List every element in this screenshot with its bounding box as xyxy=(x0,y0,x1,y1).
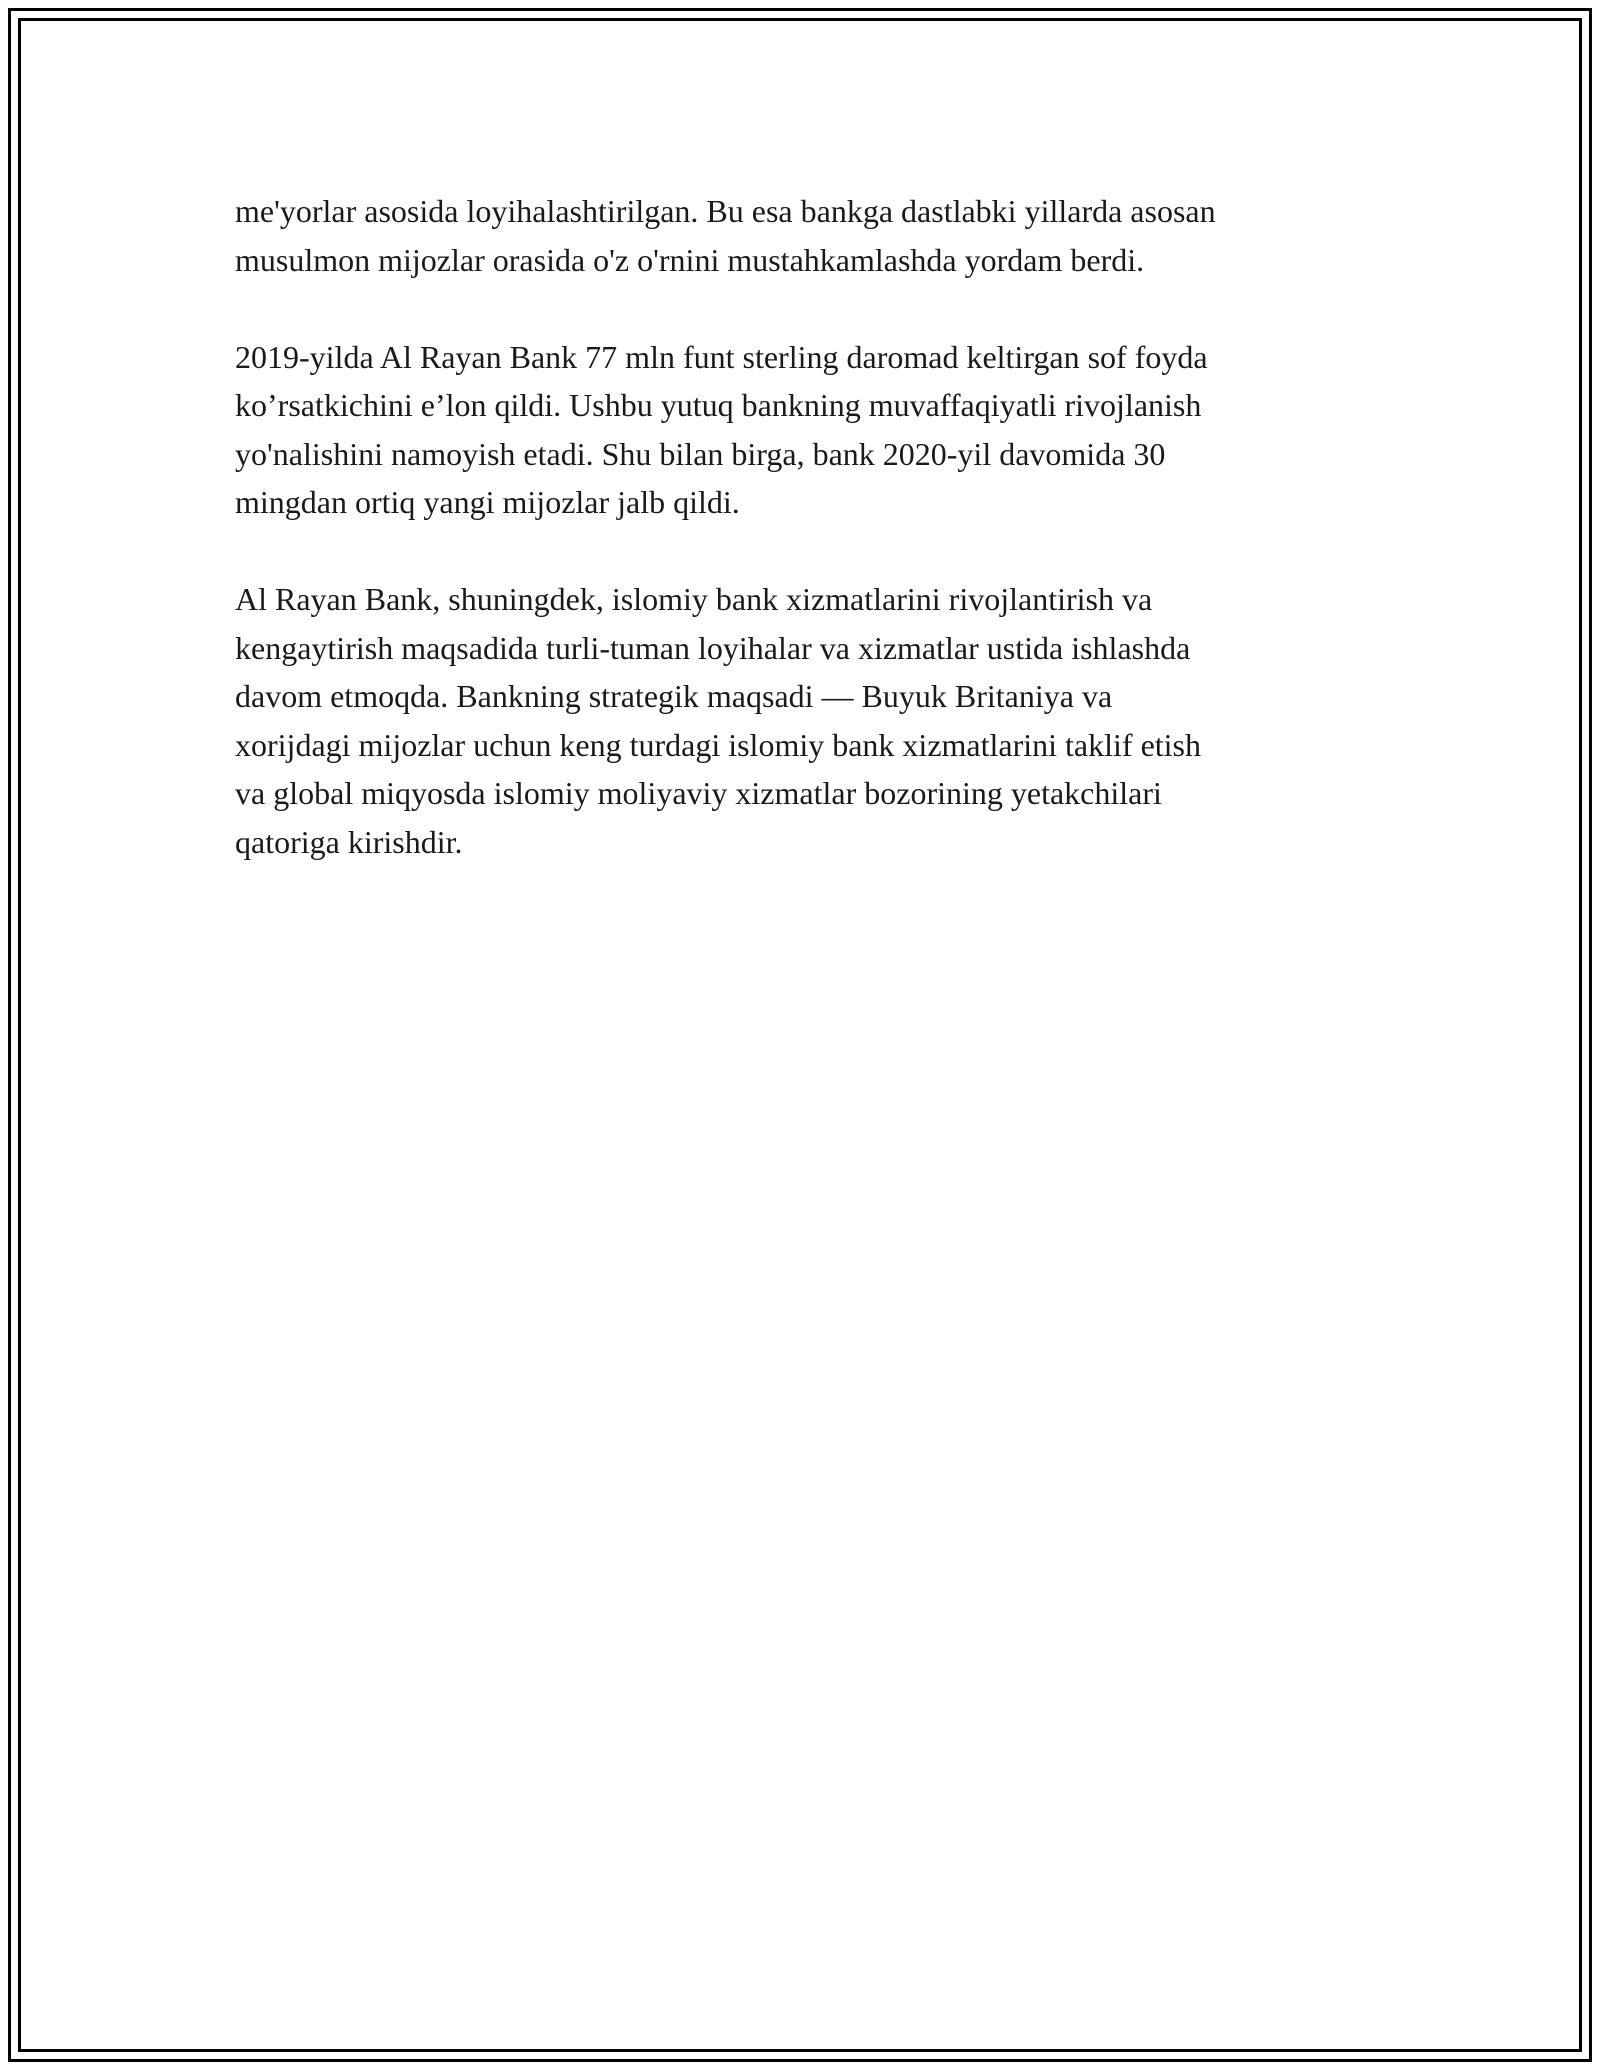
paragraph-line: va global miqyosda islomiy moliyaviy xizmatlar bozorining yetakchilari xyxy=(235,775,1162,811)
paragraph-line: davom etmoqda. Bankning strategik maqsadi — Buyuk Britaniya va xyxy=(235,678,1113,714)
paragraph-line: Al Rayan Bank, shuningdek, islomiy bank xizmatlarini rivojlantirish va xyxy=(235,581,1153,617)
paragraph-line: kengaytirish maqsadida turli-tuman loyihalar va xizmatlar ustida ishlashda xyxy=(235,629,1191,666)
paragraph-1 xyxy=(235,187,1395,284)
paragraph-line: yo'nalishini namoyish etadi. Shu bilan birga, bank 2020-yil davomida 30 xyxy=(235,435,1166,472)
paragraph-3 xyxy=(235,575,1395,866)
paragraph-2 xyxy=(235,333,1395,527)
paragraph-line: ko’rsatkichini e’lon qildi. Ushbu yutuq bankning muvaffaqiyatli rivojlanish xyxy=(235,387,1202,423)
document-body xyxy=(235,187,1395,915)
paragraph-line: musulmon mijozlar orasida o'z o'rnini mustahkamlashda yordam berdi. xyxy=(235,241,1145,278)
paragraph-line: qatoriga kirishdir. xyxy=(235,823,463,860)
paragraph-line: 2019-yilda Al Rayan Bank 77 mln funt sterling daromad keltirgan sof foyda xyxy=(235,338,1208,375)
paragraph-line: mingdan ortiq yangi mijozlar jalb qildi. xyxy=(235,484,740,520)
paragraph-line: xorijdagi mijozlar uchun keng turdagi islomiy bank xizmatlarini taklif etish xyxy=(235,726,1201,763)
paragraph-line: me'yorlar asosida loyihalashtirilgan. Bu esa bankga dastlabki yillarda asosan xyxy=(235,193,1216,229)
